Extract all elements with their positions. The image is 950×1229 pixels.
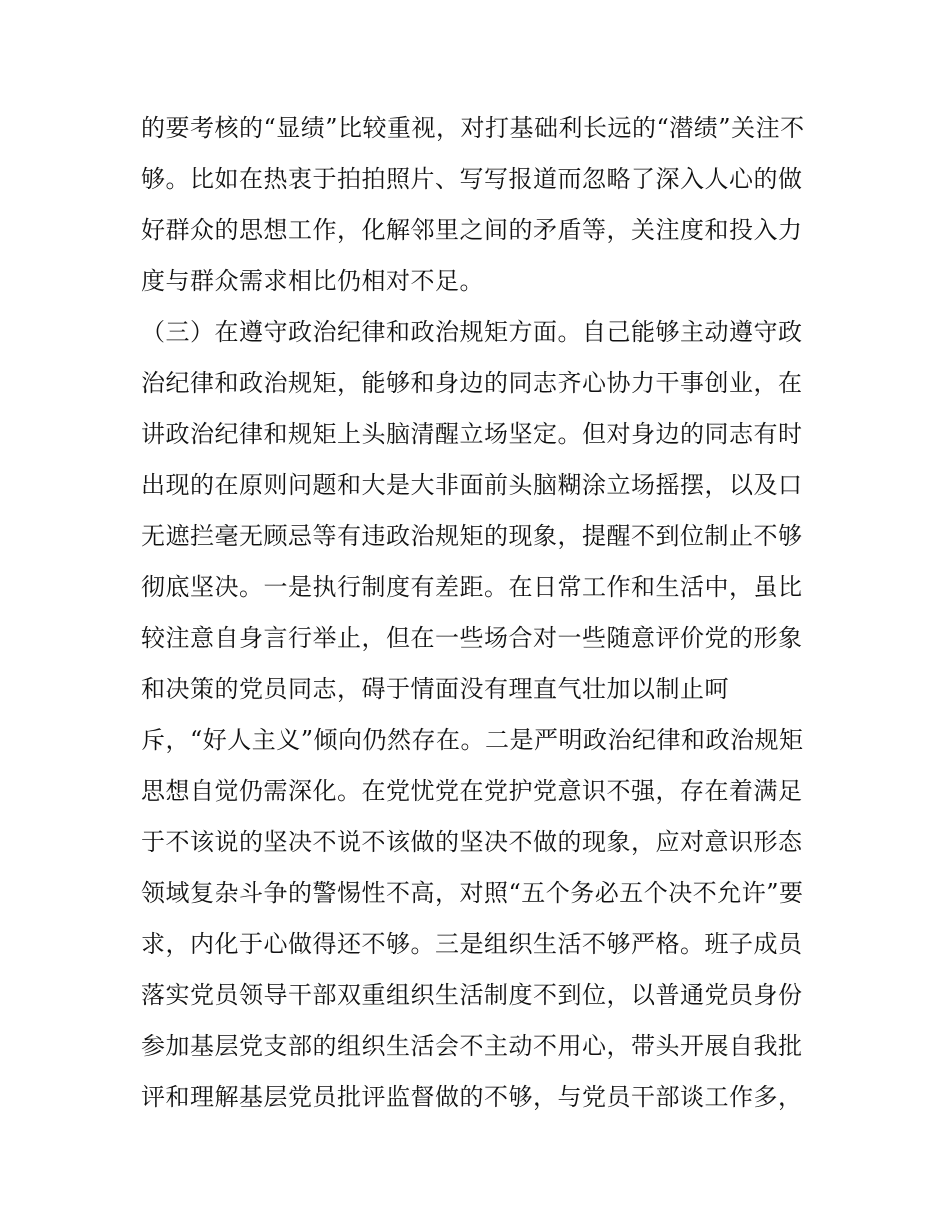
text-line: 无遮拦毫无顾忌等有违政治规矩的现象，提醒不到位制止不够 [141,522,803,550]
text-line: 参加基层党支部的组织生活会不主动不用心，带头开展自我批 [141,1032,803,1060]
body-text [141,103,821,1123]
text-line: 于不该说的坚决不说不该做的坚决不做的现象，应对意识形态 [141,828,803,856]
text-line: 的要考核的“显绩”比较重视，对打基础利长远的“潜绩”关注不 [141,114,805,142]
text-line: 好群众的思想工作，化解邻里之间的矛盾等，关注度和投入力 [141,216,803,244]
text-line: 求，内化于心做得还不够。三是组织生活不够严格。班子成员 [141,930,803,958]
text-line: 出现的在原则问题和大是大非面前头脑糊涂立场摇摆，以及口 [141,471,803,499]
text-line: 和决策的党员同志，碍于情面没有理直气壮加以制止呵 [141,675,729,703]
text-line: 够。比如在热衷于拍拍照片、写写报道而忽略了深入人心的做 [141,165,803,193]
text-line: 较注意自身言行举止，但在一些场合对一些随意评价党的形象 [141,624,803,652]
text-line: 思想自觉仍需深化。在党忧党在党护党意识不强，存在着满足 [141,777,803,805]
text-line: 评和理解基层党员批评监督做的不够，与党员干部谈工作多， [141,1083,803,1111]
text-line: 讲政治纪律和规矩上头脑清醒立场坚定。但对身边的同志有时 [141,420,803,448]
text-line: 治纪律和政治规矩，能够和身边的同志齐心协力干事创业，在 [141,369,803,397]
text-line: 斥，“好人主义”倾向仍然存在。二是严明政治纪律和政治规矩 [141,726,804,754]
text-line: 彻底坚决。一是执行制度有差距。在日常工作和生活中，虽比 [141,573,803,601]
text-line: 度与群众需求相比仍相对不足。 [141,267,484,295]
text-line: 落实党员领导干部双重组织生活制度不到位，以普通党员身份 [141,981,803,1009]
text-line: （三）在遵守政治纪律和政治规矩方面。自己能够主动遵守政 [141,318,803,346]
text-line: 领域复杂斗争的警惕性不高，对照“五个务必五个决不允许”要 [141,879,804,907]
